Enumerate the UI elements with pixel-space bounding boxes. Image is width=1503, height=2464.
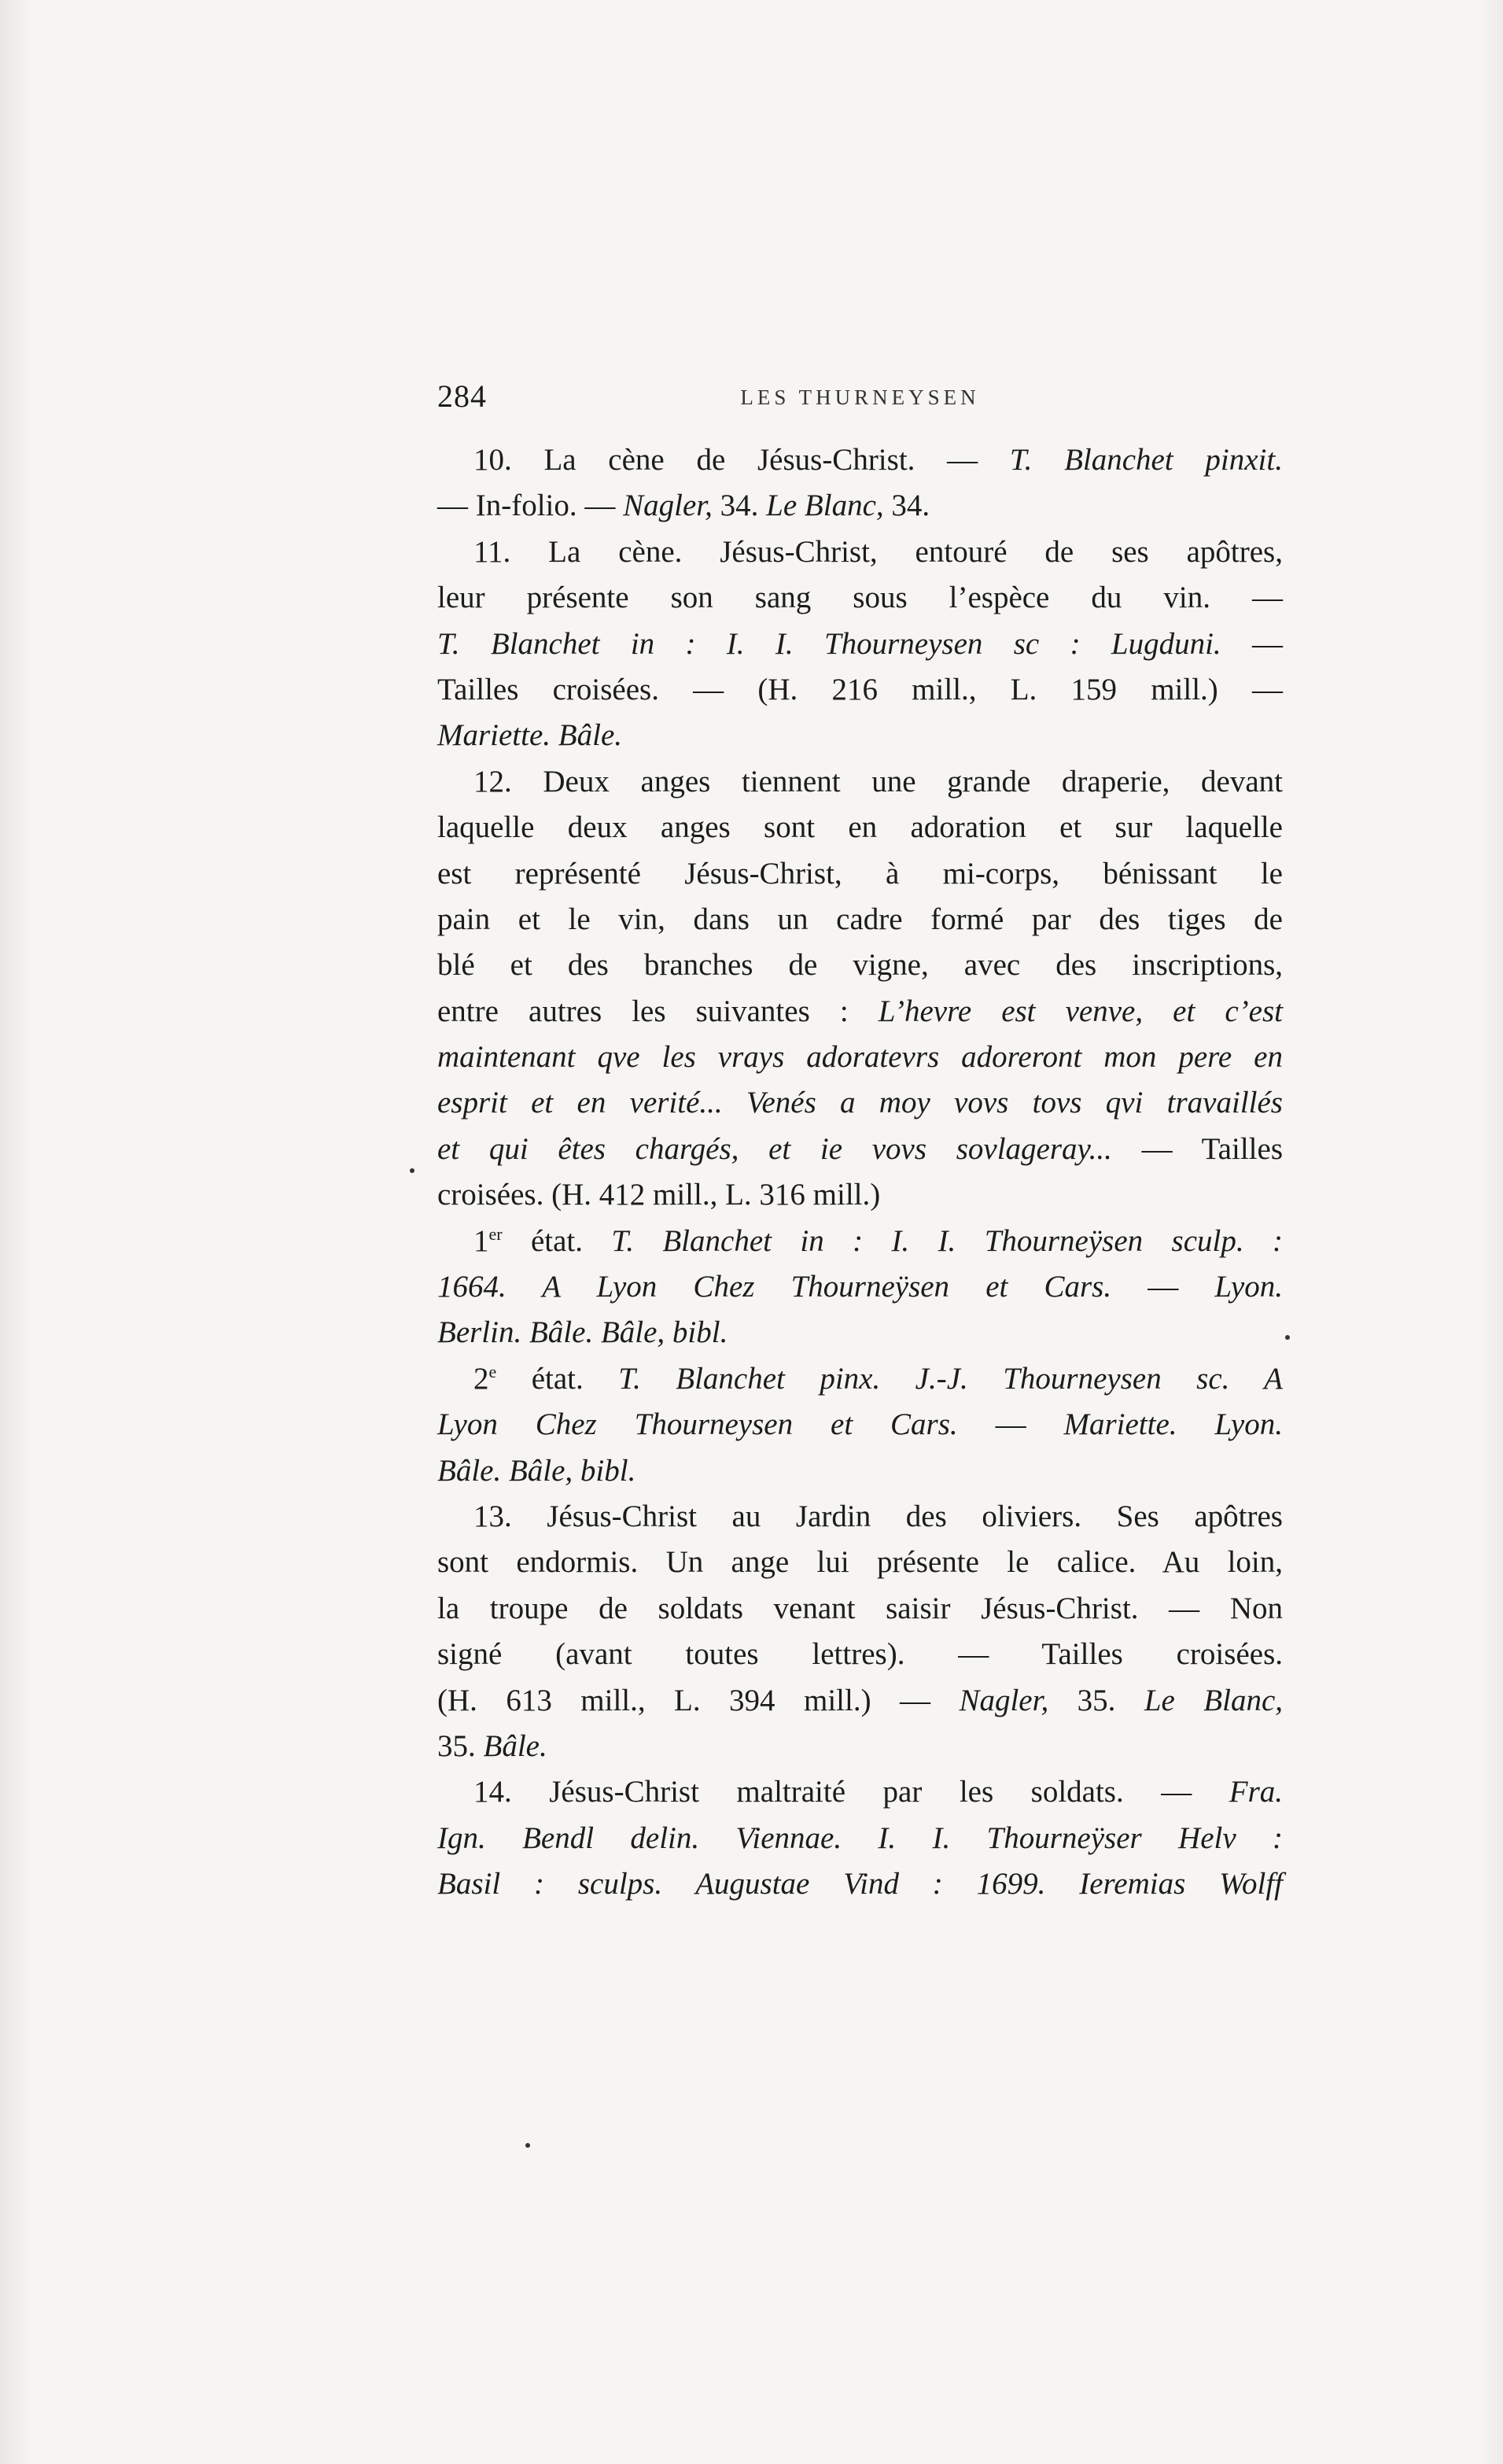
page-edge-shadow-left [0,0,31,2464]
entry-12-line-10: croisées. (H. 412 mill., L. 316 mill.) [437,1178,881,1212]
ink-speck [525,2143,530,2148]
entry-14-line-2: Ign. Bendl delin. Viennae. I. I. Thourneÿser Helv : [437,1820,1283,1855]
catalogue-text [437,437,1283,1908]
entry-12-line-7: maintenant qve les vrays adoratevrs adoreront mon pere en [437,1040,1283,1075]
entry-12-state-1-line-2: 1664. A Lyon Chez Thourneÿsen et Cars. — Lyon. [437,1270,1283,1304]
entry-13-line-4: signé (avant toutes lettres). — Tailles croisées. [437,1637,1283,1672]
entry-14-line-3: Basil : sculps. Augustae Vind : 1699. Ieremias Wolff [437,1867,1283,1901]
entry-14-line-1: 14. Jésus-Christ maltraité par les soldats. — Fra. [473,1775,1283,1809]
entry-12-state-2-line-3: Bâle. Bâle, bibl. [437,1453,636,1488]
entry-10-line-1: 10. La cène de Jésus-Christ. — T. Blanchet pinxit. [473,443,1283,477]
ink-speck [410,1168,414,1173]
entry-13-line-6: 35. Bâle. [437,1728,547,1763]
page-number: 284 [437,378,487,414]
page-header [437,378,1283,425]
entry-12-line-2: laquelle deux anges sont en adoration et sur laquelle [437,810,1283,845]
entry-11-line-1: 11. La cène. Jésus-Christ, entouré de ses apôtres, [473,534,1283,569]
entry-13-line-2: sont endormis. Un ange lui présente le calice. Au loin, [437,1545,1283,1580]
entry-12-line-5: blé et des branches de vigne, avec des inscriptions, [437,948,1283,983]
entry-12-line-8: esprit et en verité... Venés a moy vovs tovs qvi travaillés [437,1086,1283,1120]
entry-11-line-4: Tailles croisées. — (H. 216 mill., L. 159 mill.) — [437,672,1283,706]
page-edge-shadow-right [1479,0,1503,2464]
entry-11-line-5: Mariette. Bâle. [437,718,623,753]
ink-speck [1285,1335,1290,1340]
entry-12-line-4: pain et le vin, dans un cadre formé par des tiges de [437,902,1283,936]
entry-12-state-1-line-3: Berlin. Bâle. Bâle, bibl. [437,1315,728,1350]
entry-11-line-3: T. Blanchet in : I. I. Thourneysen sc : Lugduni. — [437,626,1284,661]
entry-13-line-1: 13. Jésus-Christ au Jardin des oliviers. Ses apôtres [473,1499,1283,1533]
entry-12-line-6: entre autres les suivantes : L’hevre est venve, et c’est [437,994,1283,1028]
running-title: LES THURNEYSEN [740,385,980,409]
entry-12-state-2-line-1: 2e état. T. Blanchet pinx. J.-J. Thourneysen sc. A [473,1361,1283,1396]
entry-12-line-9: et qui êtes chargés, et ie vovs sovlageray... — Tailles [437,1131,1283,1166]
entry-12-line-3: est représenté Jésus-Christ, à mi-corps, bénissant le [437,856,1283,891]
entry-10-line-2: — In-folio. — Nagler, 34. Le Blanc, 34. [437,489,930,523]
entry-13-line-5: (H. 613 mill., L. 394 mill.) — Nagler, 35. Le Blanc, [437,1683,1283,1717]
entry-13-line-3: la troupe de soldats venant saisir Jésus-Christ. — Non [437,1591,1283,1625]
entry-12-line-1: 12. Deux anges tiennent une grande draperie, devant [473,764,1283,799]
entry-11-line-2: leur présente son sang sous l’espèce du vin. — [437,581,1283,615]
entry-12-state-1-line-1: 1er état. T. Blanchet in : I. I. Thourneÿsen sculp. : [473,1223,1284,1258]
entry-12-state-2-line-2: Lyon Chez Thourneysen et Cars. — Mariette. Lyon. [437,1407,1283,1442]
